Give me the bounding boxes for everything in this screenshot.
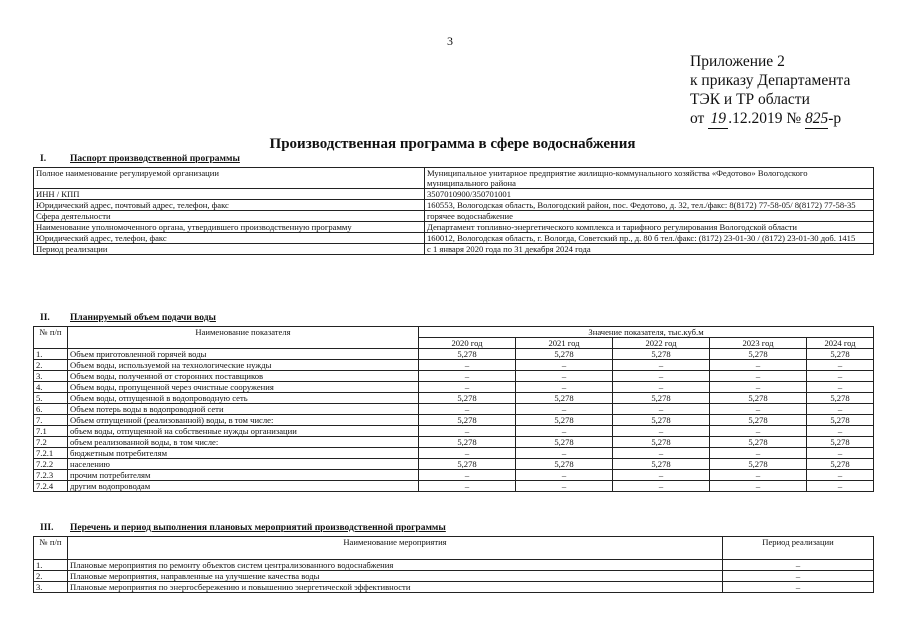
volume-row-number: 7.1 [34,426,68,437]
annex-order-number: 825 [805,110,829,127]
measures-row-period: – [723,571,874,582]
volume-row-value: – [419,426,516,437]
volume-row-number: 7.2.3 [34,470,68,481]
volume-row-value: – [710,382,807,393]
volume-row-value: – [710,426,807,437]
water-volume-table [33,326,874,492]
volume-row-value: – [419,360,516,371]
passport-row [34,200,874,211]
volume-row-number: 1. [34,349,68,360]
volume-row-value: 5,278 [807,415,874,426]
passport-label: Наименование уполномоченного органа, утвердившего производственную программу [34,222,425,233]
annex-date-day: 19 [708,109,728,129]
volume-row-value: – [516,371,613,382]
passport-row [34,168,874,189]
volume-row-value: 5,278 [419,459,516,470]
volume-row-value: – [516,448,613,459]
volume-row [34,481,874,492]
document-title: Производственная программа в сфере водоснабжения [269,136,636,152]
volume-row-value: – [807,426,874,437]
volume-row-number: 6. [34,404,68,415]
volume-row-value: – [710,448,807,459]
volume-row [34,393,874,404]
volume-row-number: 5. [34,393,68,404]
volume-row-number: 7.2.4 [34,481,68,492]
measures-row-number: 2. [34,571,68,582]
volume-row-value: 5,278 [419,393,516,404]
volume-row-name: Объем воды, пропущенной через очистные сооружения [68,382,419,393]
measures-row-name: Плановые мероприятия, направленные на улучшение качества воды [68,571,723,582]
volume-row [34,426,874,437]
volume-head-value: Значение показателя, тыс.куб.м [419,327,874,338]
measures-head-number: № п/п [34,537,68,560]
volume-row-value: – [807,481,874,492]
volume-row-value: – [710,481,807,492]
volume-row-name: Объем приготовленной горячей воды [68,349,419,360]
volume-row-value: 5,278 [613,349,710,360]
passport-label: Период реализации [34,244,425,255]
volume-row-value: – [710,404,807,415]
passport-row [34,222,874,233]
measures-row [34,582,874,593]
volume-row-value: – [613,470,710,481]
volume-year-header: 2020 год [419,338,516,349]
volume-row-value: 5,278 [516,459,613,470]
annex-date-prefix: от [690,110,705,127]
volume-row [34,470,874,481]
volume-row-value: – [419,481,516,492]
volume-row-value: 5,278 [419,437,516,448]
annex-line2: к приказу Департамента [690,72,851,89]
measures-table [33,536,874,593]
volume-row-value: – [516,481,613,492]
annex-block [690,52,850,129]
passport-label: Полное наименование регулируемой организации [34,168,425,189]
volume-row-value: – [710,470,807,481]
volume-row-number: 7.2 [34,437,68,448]
volume-row-number: 4. [34,382,68,393]
section1-title: Паспорт производственной программы [70,154,240,164]
passport-label: ИНН / КПП [34,189,425,200]
volume-row-name: Объем воды, используемой на технологические нужды [68,360,419,371]
volume-row [34,404,874,415]
passport-table [33,167,874,255]
volume-row-name: объем реализованной воды, в том числе: [68,437,419,448]
passport-value: 160553, Вологодская область, Вологодский район, пос. Федотово, д. 32, тел./факс: 8(8172) 77-58-05/ 8(8172) 77-58-35 [425,200,874,211]
volume-row-value: – [516,426,613,437]
volume-row [34,360,874,371]
volume-row-value: 5,278 [710,393,807,404]
measures-row-period: – [723,560,874,571]
volume-row-name: прочим потребителям [68,470,419,481]
measures-row-number: 1. [34,560,68,571]
volume-row-value: 5,278 [613,393,710,404]
volume-row [34,415,874,426]
passport-label: Сфера деятельности [34,211,425,222]
volume-row [34,448,874,459]
volume-row-number: 7.2.2 [34,459,68,470]
passport-value: Департамент топливно-энергетического комплекса и тарифного регулирования Вологодской области [425,222,874,233]
passport-label: Юридический адрес, телефон, факс [34,233,425,244]
volume-row-value: – [807,371,874,382]
volume-row-value: 5,278 [613,459,710,470]
volume-row-value: 5,278 [613,415,710,426]
volume-row [34,382,874,393]
section3-title: Перечень и период выполнения плановых мероприятий производственной программы [70,523,446,533]
volume-row-value: – [807,404,874,415]
volume-row [34,349,874,360]
section3-number: III. [40,523,54,533]
volume-row-value: – [419,404,516,415]
volume-row-value: 5,278 [613,437,710,448]
volume-row-value: – [807,382,874,393]
passport-value: с 1 января 2020 года по 31 декабря 2024 года [425,244,874,255]
measures-row-name: Плановые мероприятия по ремонту объектов систем централизованного водоснабжения [68,560,723,571]
volume-year-header: 2023 год [710,338,807,349]
measures-row-name: Плановые мероприятия по энергосбережению и повышению энергетической эффективности [68,582,723,593]
volume-row-value: 5,278 [807,437,874,448]
volume-row-value: 5,278 [516,349,613,360]
section1-number: I. [40,154,47,164]
volume-row-value: – [516,404,613,415]
measures-head-name: Наименование мероприятия [68,537,723,560]
passport-row [34,233,874,244]
volume-row-value: 5,278 [516,437,613,448]
volume-row-number: 7. [34,415,68,426]
volume-head-name: Наименование показателя [68,327,419,349]
passport-value: горячее водоснабжение [425,211,874,222]
volume-row-value: 5,278 [710,437,807,448]
volume-row-value: 5,278 [710,349,807,360]
volume-year-header: 2021 год [516,338,613,349]
volume-row-value: – [710,371,807,382]
volume-row-name: другим водопроводам [68,481,419,492]
volume-row-value: – [710,360,807,371]
volume-row-value: 5,278 [710,459,807,470]
section2-heading [40,313,216,323]
passport-value: 3507010900/350701001 [425,189,874,200]
volume-row-value: – [516,470,613,481]
volume-row-value: 5,278 [516,415,613,426]
volume-row-value: – [419,382,516,393]
volume-row-value: – [419,371,516,382]
volume-row-name: Объем воды, отпущенной в водопроводную сеть [68,393,419,404]
annex-date-rest: .12.2019 № [728,110,802,127]
volume-row-value: 5,278 [807,459,874,470]
volume-row [34,459,874,470]
volume-row-value: – [807,448,874,459]
annex-date-line [690,109,850,129]
volume-row-number: 2. [34,360,68,371]
volume-row-value: 5,278 [807,349,874,360]
measures-row-period: – [723,582,874,593]
volume-row-name: объем воды, отпущенной на собственные нужды организации [68,426,419,437]
volume-row-name: бюджетным потребителям [68,448,419,459]
volume-row-value: – [613,448,710,459]
volume-row-value: 5,278 [419,349,516,360]
volume-row-value: – [419,448,516,459]
section2-number: II. [40,313,50,323]
volume-row-value: – [516,382,613,393]
annex-line1: Приложение 2 [690,53,785,70]
volume-year-header: 2024 год [807,338,874,349]
volume-row-value: 5,278 [516,393,613,404]
measures-head-period: Период реализации [723,537,874,560]
annex-order-suffix: -р [828,110,842,127]
volume-head-number: № п/п [34,327,68,349]
volume-row-name: Объем отпущенной (реализованной) воды, в том числе: [68,415,419,426]
volume-row-name: Объем потерь воды в водопроводной сети [68,404,419,415]
passport-row [34,211,874,222]
annex-line3: ТЭК и ТР области [690,91,810,108]
passport-row [34,189,874,200]
volume-row-value: – [516,360,613,371]
passport-value: 160012, Вологодская область, г. Вологда, Советский пр., д. 80 б тел./факс: (8172) 23-01-30 / (8172) 23-01-30 доб. 1415 [425,233,874,244]
volume-row-value: – [613,426,710,437]
page-number: 3 [447,34,453,48]
section3-heading [40,523,446,533]
passport-row [34,244,874,255]
volume-row-value: – [419,470,516,481]
volume-row-value: – [613,371,710,382]
volume-row [34,437,874,448]
volume-row-number: 3. [34,371,68,382]
volume-year-header: 2022 год [613,338,710,349]
measures-row-number: 3. [34,582,68,593]
volume-row-value: – [613,382,710,393]
volume-row-value: 5,278 [419,415,516,426]
volume-row-name: населению [68,459,419,470]
volume-row-value: 5,278 [807,393,874,404]
volume-row-value: – [613,481,710,492]
volume-row-number: 7.2.1 [34,448,68,459]
volume-row [34,371,874,382]
volume-row-value: – [613,360,710,371]
measures-row [34,560,874,571]
volume-row-value: – [613,404,710,415]
volume-row-value: 5,278 [710,415,807,426]
volume-row-value: – [807,360,874,371]
section1-heading [40,154,240,164]
volume-row-name: Объем воды, полученной от сторонних поставщиков [68,371,419,382]
passport-value: Муниципальное унитарное предприятие жилищно-коммунального хозяйства «Федотово» Вологодского муниципального района [425,168,874,189]
section2-title: Планируемый объем подачи воды [70,313,216,323]
passport-label: Юридический адрес, почтовый адрес, телефон, факс [34,200,425,211]
volume-row-value: – [807,470,874,481]
measures-row [34,571,874,582]
